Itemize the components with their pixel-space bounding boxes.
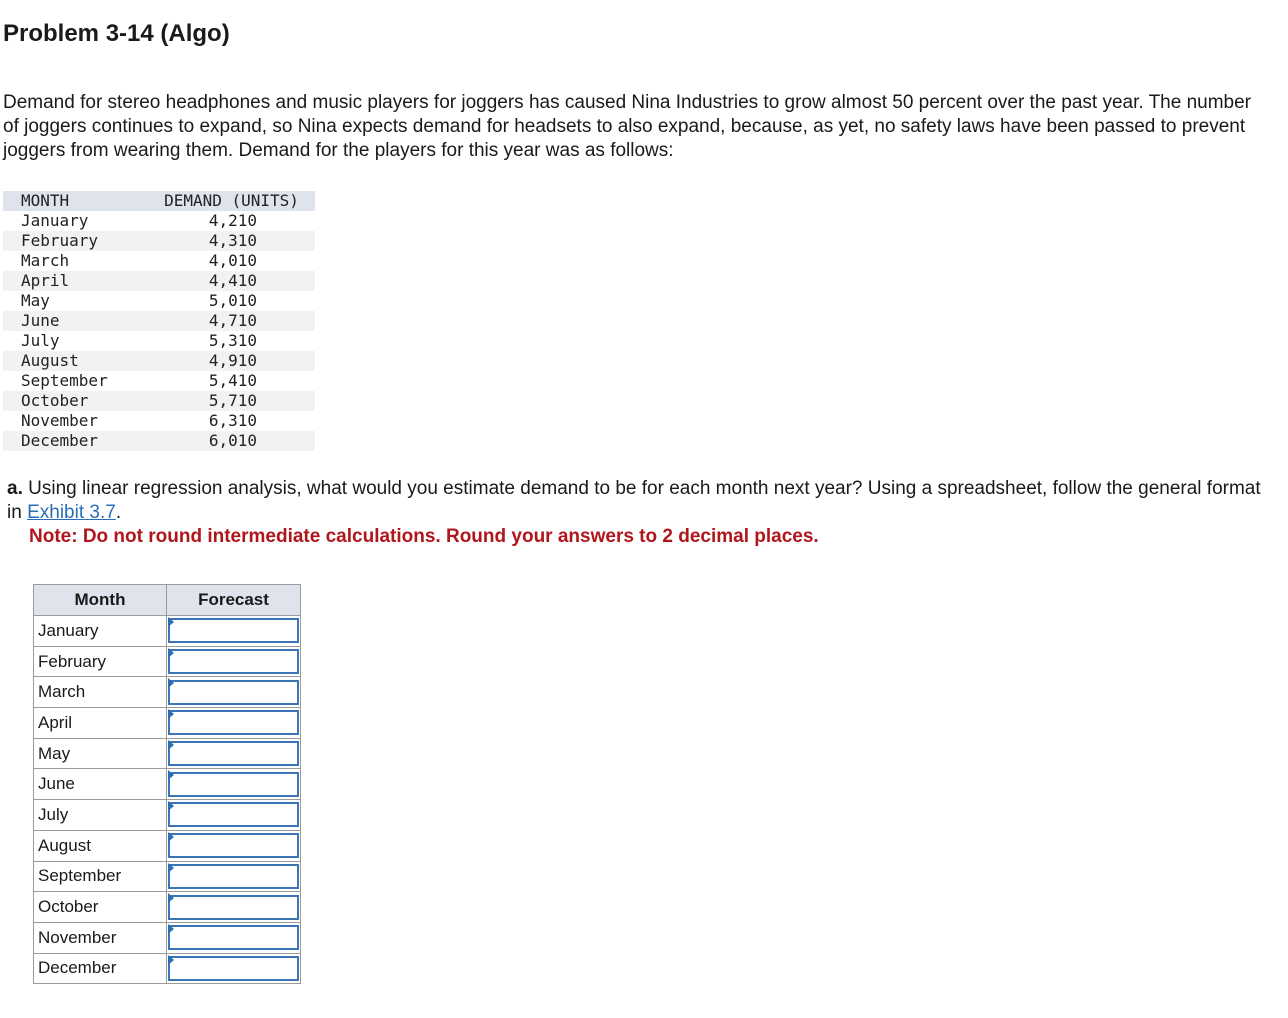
demand-value: 4,310 [208,231,257,250]
forecast-row [34,800,301,831]
demand-row [3,211,315,231]
forecast-month: May [34,738,167,769]
cell-marker-icon [168,863,174,873]
forecast-month: December [34,953,167,984]
demand-value: 6,010 [208,431,257,450]
forecast-month: November [34,922,167,953]
forecast-cell [167,677,301,708]
exhibit-link[interactable]: Exhibit 3.7 [27,502,116,523]
demand-row [3,391,315,411]
forecast-header-forecast: Forecast [167,585,301,616]
demand-row [3,311,315,331]
forecast-month: July [34,800,167,831]
forecast-input-july[interactable] [168,802,299,827]
forecast-row [34,738,301,769]
demand-month: February [21,231,99,250]
cell-marker-icon [168,617,174,627]
demand-value: 4,710 [208,311,257,330]
forecast-row [34,677,301,708]
demand-month: April [21,271,70,290]
forecast-row [34,646,301,677]
cell-marker-icon [168,955,174,965]
forecast-month: April [34,708,167,739]
forecast-row [34,769,301,800]
demand-value: 4,210 [208,211,257,230]
forecast-month: June [34,769,167,800]
demand-month: November [21,411,99,430]
forecast-month: September [34,861,167,892]
demand-row [3,351,315,371]
demand-row [3,271,315,291]
forecast-row [34,953,301,984]
forecast-input-october[interactable] [168,895,299,920]
forecast-cell [167,922,301,953]
cell-marker-icon [168,709,174,719]
forecast-input-august[interactable] [168,833,299,858]
cell-marker-icon [168,893,174,903]
demand-value: 5,310 [208,331,257,350]
question-letter: a. [7,478,23,499]
cell-marker-icon [168,740,174,750]
forecast-cell [167,769,301,800]
forecast-cell [167,861,301,892]
demand-value: 6,310 [208,411,257,430]
demand-value: 4,410 [208,271,257,290]
forecast-row [34,830,301,861]
question-text-end: . [115,502,122,523]
forecast-row [34,922,301,953]
forecast-header-row [34,585,301,616]
forecast-cell [167,892,301,923]
forecast-month: February [34,646,167,677]
forecast-header-month: Month [34,585,167,616]
forecast-input-september[interactable] [168,864,299,889]
demand-row [3,411,315,431]
demand-value: 4,910 [208,351,257,370]
question-text: Using linear regression analysis, what would you estimate demand to be for each month next year? Using a spreadsheet, follow the general format in [7,478,1261,523]
forecast-cell [167,800,301,831]
forecast-cell [167,646,301,677]
demand-row [3,371,315,391]
demand-month: July [21,331,60,350]
forecast-input-december[interactable] [168,956,299,981]
demand-month: August [21,351,79,370]
demand-row [3,231,315,251]
problem-title: Problem 3-14 (Algo) [3,20,230,47]
demand-row [3,331,315,351]
cell-marker-icon [168,770,174,780]
forecast-month: August [34,830,167,861]
demand-row [3,431,315,451]
demand-month: October [21,391,89,410]
demand-value: 5,410 [208,371,257,390]
demand-month: December [21,431,99,450]
demand-header-units: DEMAND (UNITS) [164,191,299,210]
demand-month: September [21,371,108,390]
demand-month: March [21,251,70,270]
rounding-note: Note: Do not round intermediate calculations. Round your answers to 2 decimal places. [29,526,819,547]
demand-month: January [21,211,89,230]
forecast-input-april[interactable] [168,710,299,735]
demand-value: 4,010 [208,251,257,270]
forecast-cell [167,830,301,861]
forecast-month: January [34,616,167,647]
cell-marker-icon [168,801,174,811]
forecast-table [33,584,301,984]
demand-value: 5,010 [208,291,257,310]
demand-header-month: MONTH [21,191,70,210]
forecast-cell [167,708,301,739]
demand-row [3,291,315,311]
forecast-month: March [34,677,167,708]
demand-value: 5,710 [208,391,257,410]
forecast-input-june[interactable] [168,772,299,797]
cell-marker-icon [168,832,174,842]
problem-intro: Demand for stereo headphones and music players for joggers has caused Nina Industries to grow almost 50 percent over the past year. The number of joggers continues to expand, so Nina expects demand for headsets to also expand, because, as yet, no safety laws have been passed to prevent joggers from wearing them. Demand for the players for this year was as follows: [3,92,1252,161]
demand-table [3,191,315,451]
demand-month: May [21,291,50,310]
cell-marker-icon [168,678,174,688]
forecast-cell [167,738,301,769]
forecast-input-november[interactable] [168,925,299,950]
demand-month: June [21,311,60,330]
forecast-input-march[interactable] [168,680,299,705]
forecast-input-may[interactable] [168,741,299,766]
forecast-row [34,708,301,739]
forecast-input-february[interactable] [168,649,299,674]
demand-table-header-row [3,191,315,211]
forecast-cell [167,616,301,647]
forecast-row [34,892,301,923]
forecast-cell [167,953,301,984]
cell-marker-icon [168,648,174,658]
forecast-row [34,861,301,892]
question-a [7,477,1267,549]
forecast-month: October [34,892,167,923]
forecast-row [34,616,301,647]
demand-row [3,251,315,271]
forecast-input-january[interactable] [168,618,299,643]
cell-marker-icon [168,924,174,934]
